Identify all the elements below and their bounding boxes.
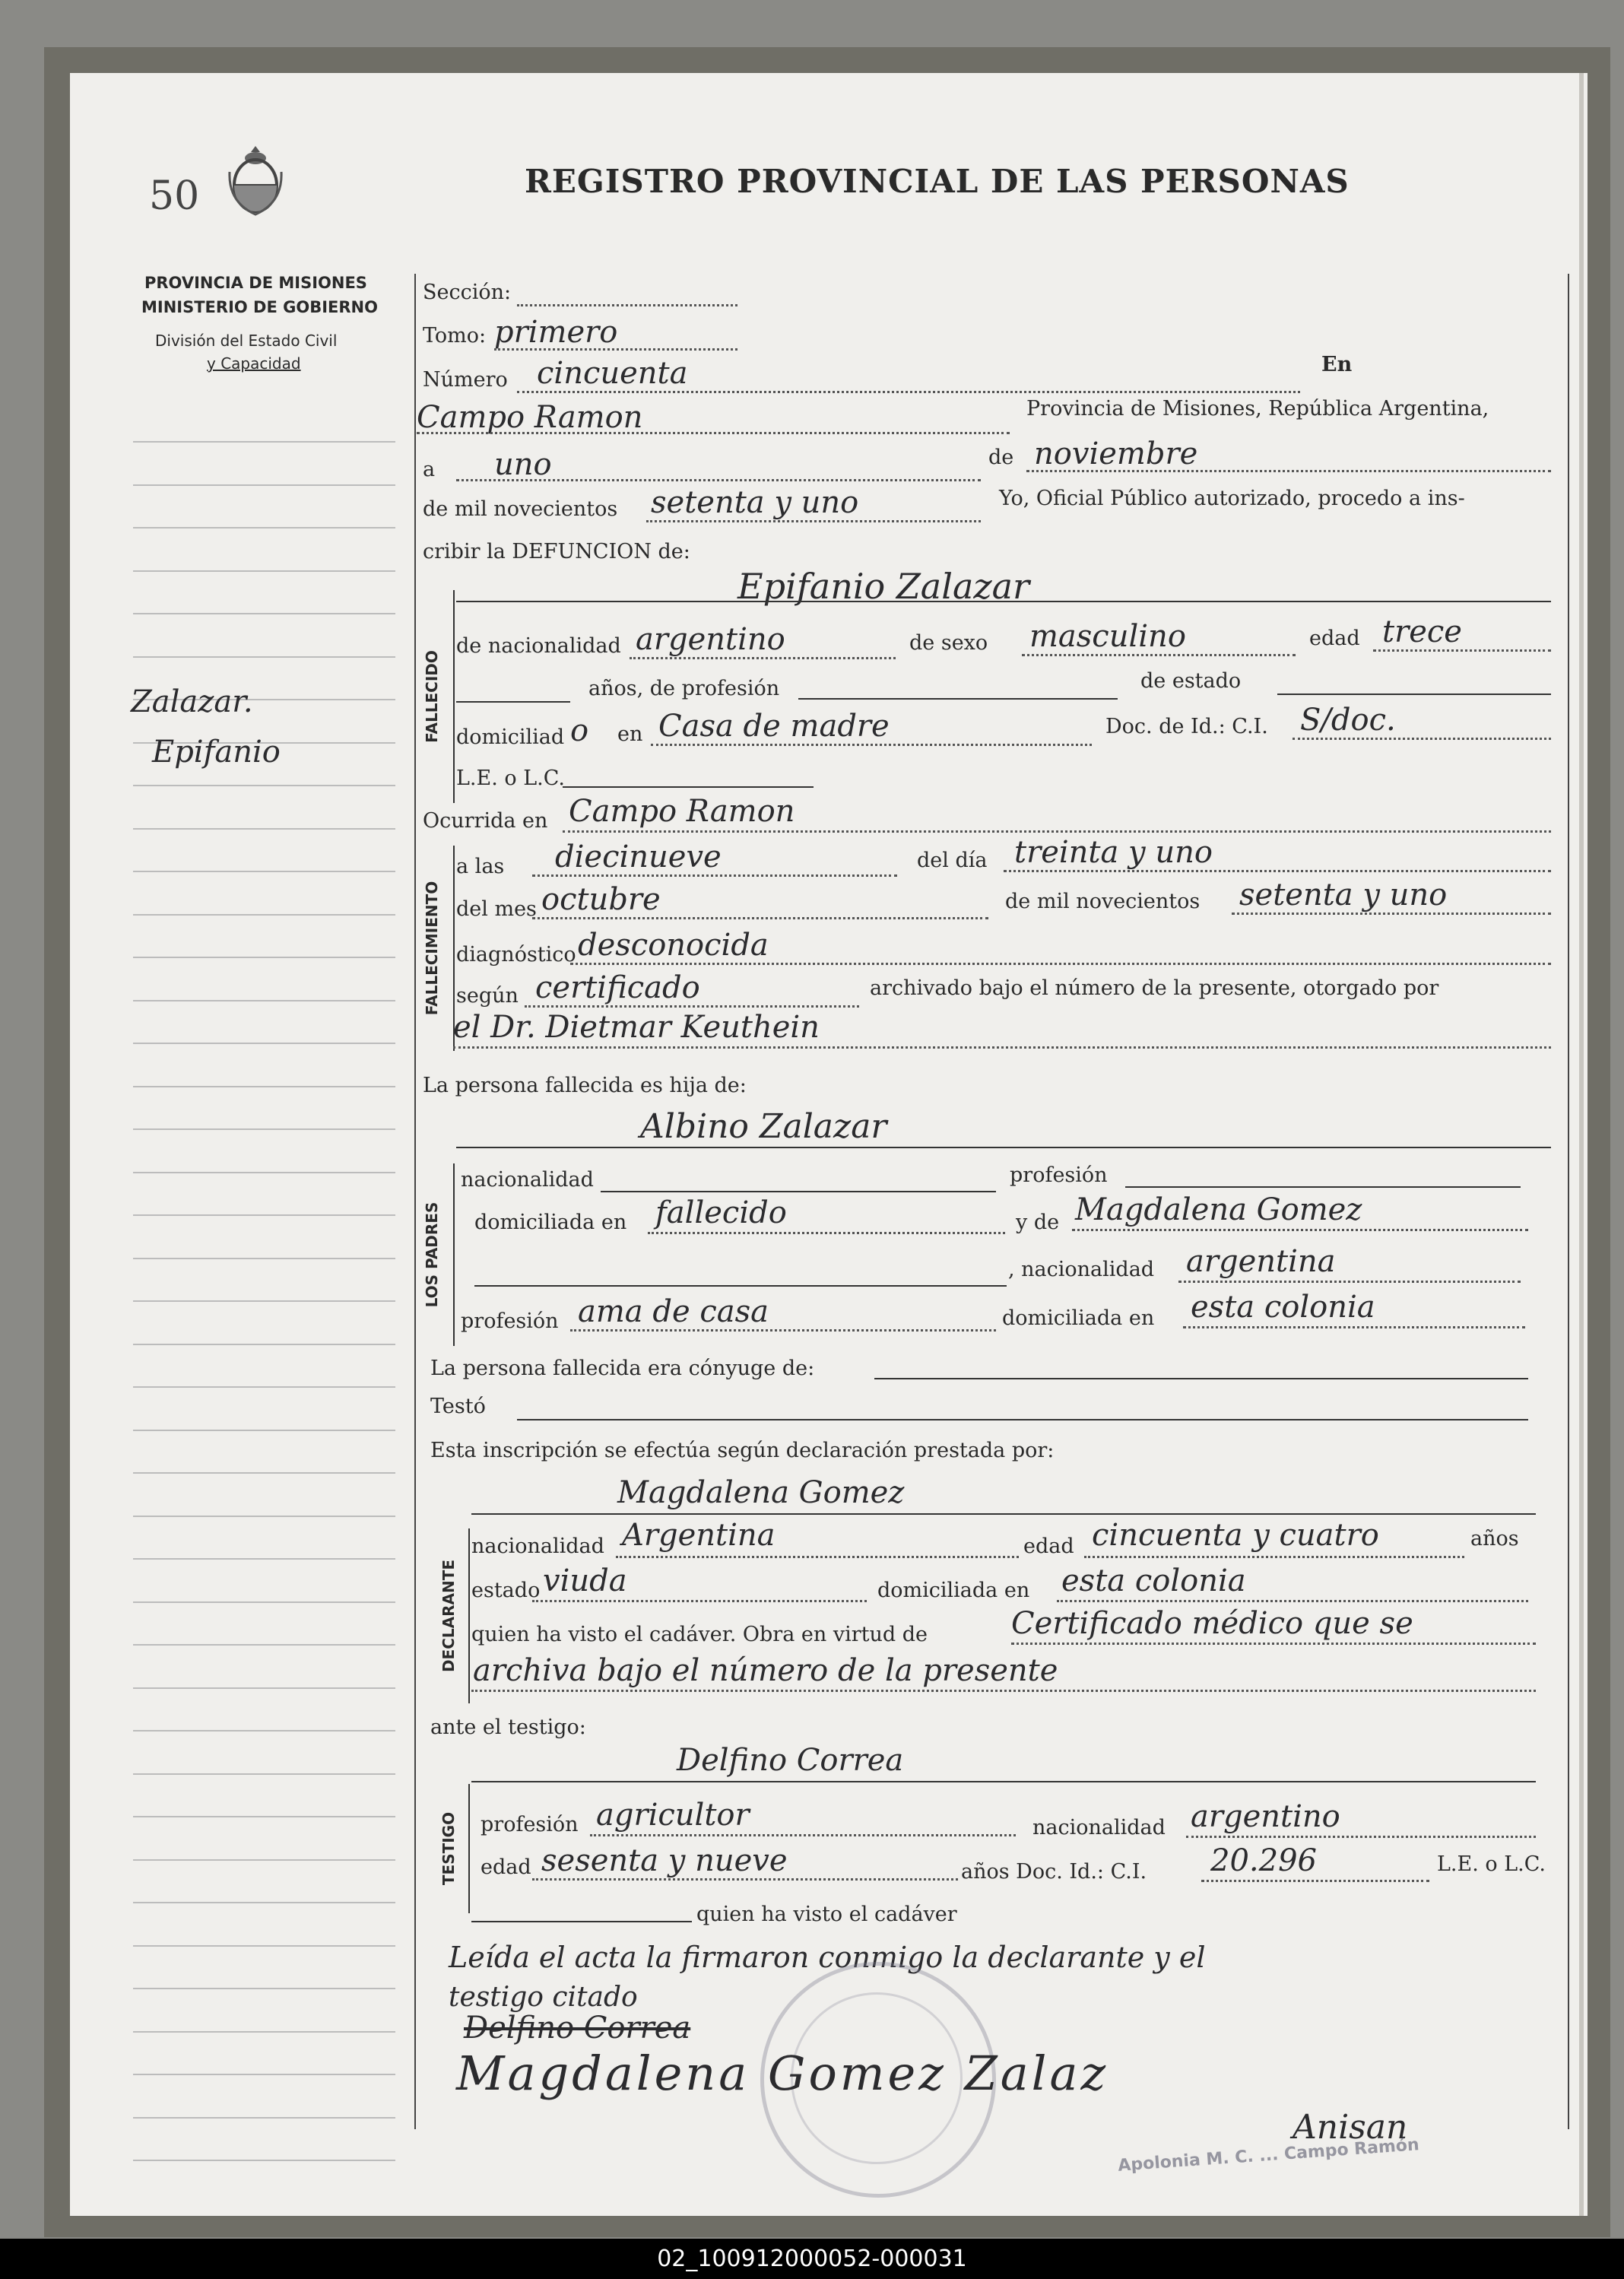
- declaracion-label: Esta inscripción se efectúa según declaración prestada por:: [430, 1439, 1055, 1462]
- fallecido-name-line: [456, 601, 1551, 602]
- fallecido-prof-field[interactable]: [798, 698, 1118, 700]
- margin-ruled-line: [133, 1000, 395, 1001]
- otorgado-field[interactable]: [453, 1046, 1551, 1049]
- margin-ruled-line: [133, 871, 395, 872]
- margin-ruled-line: [133, 2031, 395, 2033]
- numero-value: cincuenta: [537, 356, 688, 391]
- declarante-obra-value2: archiva bajo el número de la presente: [473, 1653, 1058, 1688]
- declarante-edad-value: cincuenta y cuatro: [1092, 1518, 1379, 1553]
- testigo-prof-field[interactable]: [590, 1834, 1016, 1836]
- declarante-estado-label: estado: [471, 1579, 541, 1602]
- testigo-nac-field[interactable]: [1186, 1836, 1536, 1838]
- margin-ruled-line: [133, 2117, 395, 2119]
- margin-ruled-line: [133, 1344, 395, 1345]
- margin-ruled-line: [133, 1902, 395, 1903]
- declarante-nac-field[interactable]: [616, 1556, 1019, 1558]
- mes-value: octubre: [541, 882, 661, 917]
- margin-ruled-line: [133, 1687, 395, 1689]
- testigo-anos-doc-label: años Doc. Id.: C.I.: [961, 1860, 1147, 1884]
- margin-ruled-line: [133, 1816, 395, 1817]
- declarante-name: Magdalena Gomez: [617, 1475, 905, 1510]
- dia-value: treinta y uno: [1014, 835, 1213, 870]
- inscribir-text: cribir la DEFUNCION de:: [423, 540, 690, 563]
- otorgado-value: el Dr. Dietmar Keuthein: [453, 1010, 820, 1045]
- fallecido-doc-value: S/doc.: [1300, 703, 1396, 738]
- testigo-name-line: [471, 1781, 1536, 1782]
- testigo-prof-value: agricultor: [596, 1798, 750, 1833]
- padres-nac2-value: argentina: [1186, 1244, 1336, 1279]
- margin-note-firstname: Epifanio: [152, 735, 281, 770]
- conyuge-field[interactable]: [874, 1378, 1528, 1379]
- day-field[interactable]: [456, 479, 981, 481]
- margin-ruled-line: [133, 828, 395, 830]
- father-name-line: [456, 1147, 1551, 1148]
- declarante-signature: Magdalena Gomez Zalaz: [456, 2046, 1109, 2101]
- hora-value: diecinueve: [555, 840, 722, 874]
- fallecido-nac-field[interactable]: [630, 657, 896, 659]
- division-name: División del Estado Civil: [155, 332, 338, 350]
- margin-ruled-line: [133, 1258, 395, 1259]
- margin-ruled-line: [133, 2074, 395, 2075]
- padres-nac2-label: , nacionalidad: [1008, 1258, 1155, 1281]
- padres-bracket: [453, 1163, 455, 1346]
- fallecido-row2-line-a: [456, 701, 570, 703]
- diag-label: diagnóstico: [456, 943, 576, 967]
- declarante-edad-label: edad: [1023, 1535, 1074, 1558]
- fallecido-edad-field[interactable]: [1373, 649, 1551, 652]
- fallecido-sexo-label: de sexo: [909, 631, 988, 655]
- padres-nac2-field[interactable]: [1178, 1281, 1521, 1283]
- padres-row3-line: [474, 1285, 1007, 1287]
- testigo-nac-value: argentino: [1191, 1799, 1340, 1834]
- tomo-value: primero: [494, 315, 618, 350]
- official-stamp-text: Apolonia M. C. ... Campo Ramón: [1117, 2135, 1420, 2176]
- closing-line-1: Leída el acta la firmaron conmigo la declarante y el: [449, 1941, 1206, 1974]
- diag-value: desconocida: [578, 928, 769, 963]
- fallecido-edad-label: edad: [1309, 627, 1360, 650]
- margin-note-surname: Zalazar.: [131, 684, 253, 719]
- margin-ruled-line: [133, 1472, 395, 1474]
- testigo-edad-value: sesenta y nueve: [541, 1843, 788, 1878]
- declarante-dom-label: domiciliada en: [877, 1579, 1030, 1602]
- province-name: PROVINCIA DE MISIONES: [144, 274, 367, 292]
- margin-ruled-line: [133, 1988, 395, 1989]
- archivado-text: archivado bajo el número de la presente, otorgado por: [870, 976, 1439, 1000]
- form-right-border: [1568, 274, 1569, 2129]
- margin-ruled-line: [133, 1730, 395, 1731]
- official-signature: Anisan: [1293, 2108, 1408, 2147]
- numero-field[interactable]: [517, 391, 1300, 393]
- padres-dom-label: domiciliada en: [474, 1211, 627, 1234]
- month-field[interactable]: [1026, 470, 1551, 472]
- padres-prof-label: profesión: [1010, 1163, 1108, 1187]
- testigo-section-label: TESTIGO: [439, 1811, 458, 1886]
- margin-ruled-line: [133, 1386, 395, 1388]
- fallecido-domicilio-label: domiciliad: [456, 725, 565, 749]
- margin-ruled-line: [133, 1558, 395, 1560]
- mes-field[interactable]: [532, 917, 988, 919]
- margin-ruled-line: [133, 1300, 395, 1302]
- fallecido-sexo-value: masculino: [1029, 619, 1186, 654]
- fallecido-estado-field[interactable]: [1277, 694, 1551, 695]
- seccion-field[interactable]: [517, 304, 737, 306]
- dia-field[interactable]: [1004, 870, 1551, 872]
- testo-field[interactable]: [517, 1419, 1528, 1420]
- oficial-text: Yo, Oficial Público autorizado, procedo a ins-: [999, 487, 1465, 510]
- segun-value: certificado: [535, 970, 700, 1005]
- dia-label: del día: [917, 849, 988, 872]
- fallecido-section-label: FALLECIDO: [423, 650, 441, 743]
- fallecido-le-field[interactable]: [563, 786, 814, 788]
- hora-field[interactable]: [532, 874, 897, 877]
- padres-prof-field[interactable]: [1125, 1186, 1521, 1188]
- testigo-quien-text: quien ha visto el cadáver: [696, 1903, 957, 1926]
- fallecido-nac-value: argentino: [636, 622, 785, 657]
- fallecido-edad-value: trece: [1382, 614, 1462, 649]
- margin-ruled-line: [133, 1043, 395, 1044]
- padres-section-label: LOS PADRES: [423, 1201, 441, 1308]
- declarante-obra-field[interactable]: [1011, 1643, 1536, 1645]
- margin-ruled-line: [133, 656, 395, 658]
- declarante-quien-text: quien ha visto el cadáver. Obra en virtud de: [471, 1623, 928, 1646]
- margin-ruled-line: [133, 1172, 395, 1173]
- padres-dom2-field[interactable]: [1183, 1326, 1525, 1328]
- anio-label: de mil novecientos: [1005, 890, 1201, 913]
- margin-ruled-line: [133, 484, 395, 486]
- fallecido-name: Epifanio Zalazar: [737, 566, 1030, 607]
- declarante-obra-value: Certificado médico que se: [1011, 1606, 1413, 1641]
- page-number: 50: [149, 173, 200, 219]
- margin-ruled-line: [133, 957, 395, 958]
- margin-ruled-line: [133, 914, 395, 916]
- margin-ruled-line: [133, 1516, 395, 1517]
- fallecido-estado-label: de estado: [1140, 669, 1242, 693]
- fallecido-sexo-field[interactable]: [1022, 654, 1296, 656]
- testigo-le-label: L.E. o L.C.: [1437, 1852, 1546, 1876]
- margin-ruled-line: [133, 1086, 395, 1087]
- testigo-edad-field[interactable]: [532, 1878, 958, 1881]
- file-id-text: 02_100912000052-000031: [657, 2246, 967, 2272]
- day-value: uno: [494, 447, 552, 482]
- mother-name-field[interactable]: [1072, 1229, 1528, 1231]
- year-field[interactable]: [646, 520, 981, 522]
- fallecido-bracket: [453, 590, 455, 803]
- margin-ruled-line: [133, 570, 395, 572]
- province-text: Provincia de Misiones, República Argentina,: [1026, 397, 1489, 421]
- declarante-nac-label: nacionalidad: [471, 1535, 604, 1558]
- numero-label: Número: [423, 368, 508, 392]
- fallecido-doc-label: Doc. de Id.: C.I.: [1105, 715, 1268, 738]
- register-title: REGISTRO PROVINCIAL DE LAS PERSONAS: [525, 163, 1350, 200]
- de-label: de: [988, 446, 1014, 469]
- file-id-bar: [0, 2239, 1624, 2279]
- declarante-bracket: [468, 1528, 470, 1703]
- segun-field[interactable]: [525, 1005, 859, 1008]
- padres-prof2-field[interactable]: [570, 1329, 996, 1332]
- testigo-bracket: [468, 1784, 470, 1913]
- fallecido-nac-label: de nacionalidad: [456, 634, 621, 658]
- padres-dom-field[interactable]: [648, 1232, 1005, 1234]
- margin-ruled-line: [133, 1214, 395, 1216]
- padres-dom-value: fallecido: [655, 1195, 787, 1230]
- testigo-quien-line: [471, 1921, 692, 1922]
- place-field[interactable]: [417, 432, 1010, 434]
- margin-ruled-line: [133, 1430, 395, 1431]
- padres-yde-label: y de: [1016, 1211, 1060, 1234]
- margin-ruled-line: [133, 1644, 395, 1646]
- fallecido-le-label: L.E. o L.C.: [456, 767, 566, 790]
- margin-ruled-line: [133, 785, 395, 786]
- hija-label: La persona fallecida es hija de:: [423, 1074, 747, 1097]
- anio-field[interactable]: [1232, 913, 1551, 915]
- margin-ruled-line: [133, 2160, 395, 2161]
- declarante-dom-value: esta colonia: [1061, 1563, 1246, 1598]
- a-label: a: [423, 458, 436, 481]
- margin-ruled-line: [133, 441, 395, 443]
- testigo-doc-field[interactable]: [1201, 1880, 1429, 1882]
- mes-label: del mes: [456, 897, 537, 921]
- declarante-dom-field[interactable]: [1057, 1600, 1528, 1602]
- declarante-name-line: [471, 1513, 1536, 1515]
- margin-ruled-line: [133, 613, 395, 614]
- fallecido-domicilio-value: Casa de madre: [658, 709, 890, 744]
- month-value: noviembre: [1034, 436, 1198, 471]
- padres-prof2-value: ama de casa: [578, 1294, 769, 1329]
- year-value: setenta y uno: [651, 485, 859, 520]
- form-left-border: [414, 274, 416, 2129]
- closing-line-2: testigo citado: [449, 1982, 638, 2013]
- declarante-estado-value: viuda: [543, 1563, 627, 1598]
- division-name-2: y Capacidad: [207, 354, 301, 373]
- diag-field[interactable]: [570, 963, 1551, 965]
- argentina-coat-of-arms-icon: [227, 141, 284, 217]
- fallecido-domicilio-suffix: o: [570, 713, 589, 748]
- ministry-name: MINISTERIO DE GOBIERNO: [141, 298, 378, 316]
- segun-label: según: [456, 984, 519, 1008]
- fallecido-en-label: en: [617, 722, 643, 746]
- padres-prof2-label: profesión: [461, 1309, 559, 1333]
- testigo-nac-label: nacionalidad: [1032, 1816, 1166, 1839]
- margin-ruled-line: [133, 1773, 395, 1775]
- ocurrida-value: Campo Ramon: [569, 794, 795, 829]
- ocurrida-field[interactable]: [563, 830, 1551, 833]
- testigo-edad-label: edad: [481, 1855, 531, 1879]
- margin-ruled-line: [133, 527, 395, 528]
- margin-ruled-line: [133, 1945, 395, 1947]
- binding-edge: [1579, 73, 1584, 2216]
- padres-dom2-value: esta colonia: [1191, 1290, 1375, 1325]
- fallecido-doc-field[interactable]: [1293, 738, 1551, 740]
- tomo-label: Tomo:: [423, 324, 487, 348]
- declarante-obra-field2[interactable]: [471, 1690, 1536, 1692]
- margin-ruled-line: [133, 1128, 395, 1130]
- declarante-section-label: DECLARANTE: [439, 1559, 458, 1673]
- en-label: En: [1321, 353, 1353, 376]
- padres-nac-field[interactable]: [601, 1191, 996, 1192]
- margin-ruled-line: [133, 1601, 395, 1603]
- place-value: Campo Ramon: [417, 400, 643, 435]
- anio-value: setenta y uno: [1239, 878, 1448, 913]
- mother-name: Magdalena Gomez: [1075, 1192, 1362, 1227]
- declarante-nac-value: Argentina: [622, 1518, 776, 1553]
- margin-ruled-line: [133, 1859, 395, 1861]
- ocurrida-label: Ocurrida en: [423, 809, 548, 833]
- testo-label: Testó: [430, 1395, 486, 1418]
- ante-label: ante el testigo:: [430, 1716, 586, 1739]
- declarante-anos-label: años: [1470, 1527, 1519, 1551]
- testigo-prof-label: profesión: [481, 1813, 579, 1836]
- fallecido-domicilio-field[interactable]: [651, 744, 1092, 746]
- testigo-signature: Delfino Correa: [464, 2011, 691, 2046]
- fallecimiento-section-label: FALLECIMIENTO: [423, 881, 441, 1016]
- father-name: Albino Zalazar: [640, 1107, 887, 1146]
- hora-label: a las: [456, 855, 505, 878]
- declarante-edad-field[interactable]: [1084, 1556, 1464, 1558]
- fallecido-anos-prof-label: años, de profesión: [588, 677, 780, 700]
- conyuge-label: La persona fallecida era cónyuge de:: [430, 1357, 815, 1380]
- seccion-label: Sección:: [423, 281, 512, 304]
- tomo-field[interactable]: [494, 348, 737, 351]
- year-label: de mil novecientos: [423, 497, 618, 521]
- testigo-doc-value: 20.296: [1210, 1843, 1317, 1878]
- padres-dom2-label: domiciliada en: [1002, 1306, 1155, 1330]
- testigo-name: Delfino Correa: [677, 1743, 904, 1778]
- declarante-estado-field[interactable]: [532, 1600, 867, 1602]
- padres-nac-label: nacionalidad: [461, 1168, 594, 1192]
